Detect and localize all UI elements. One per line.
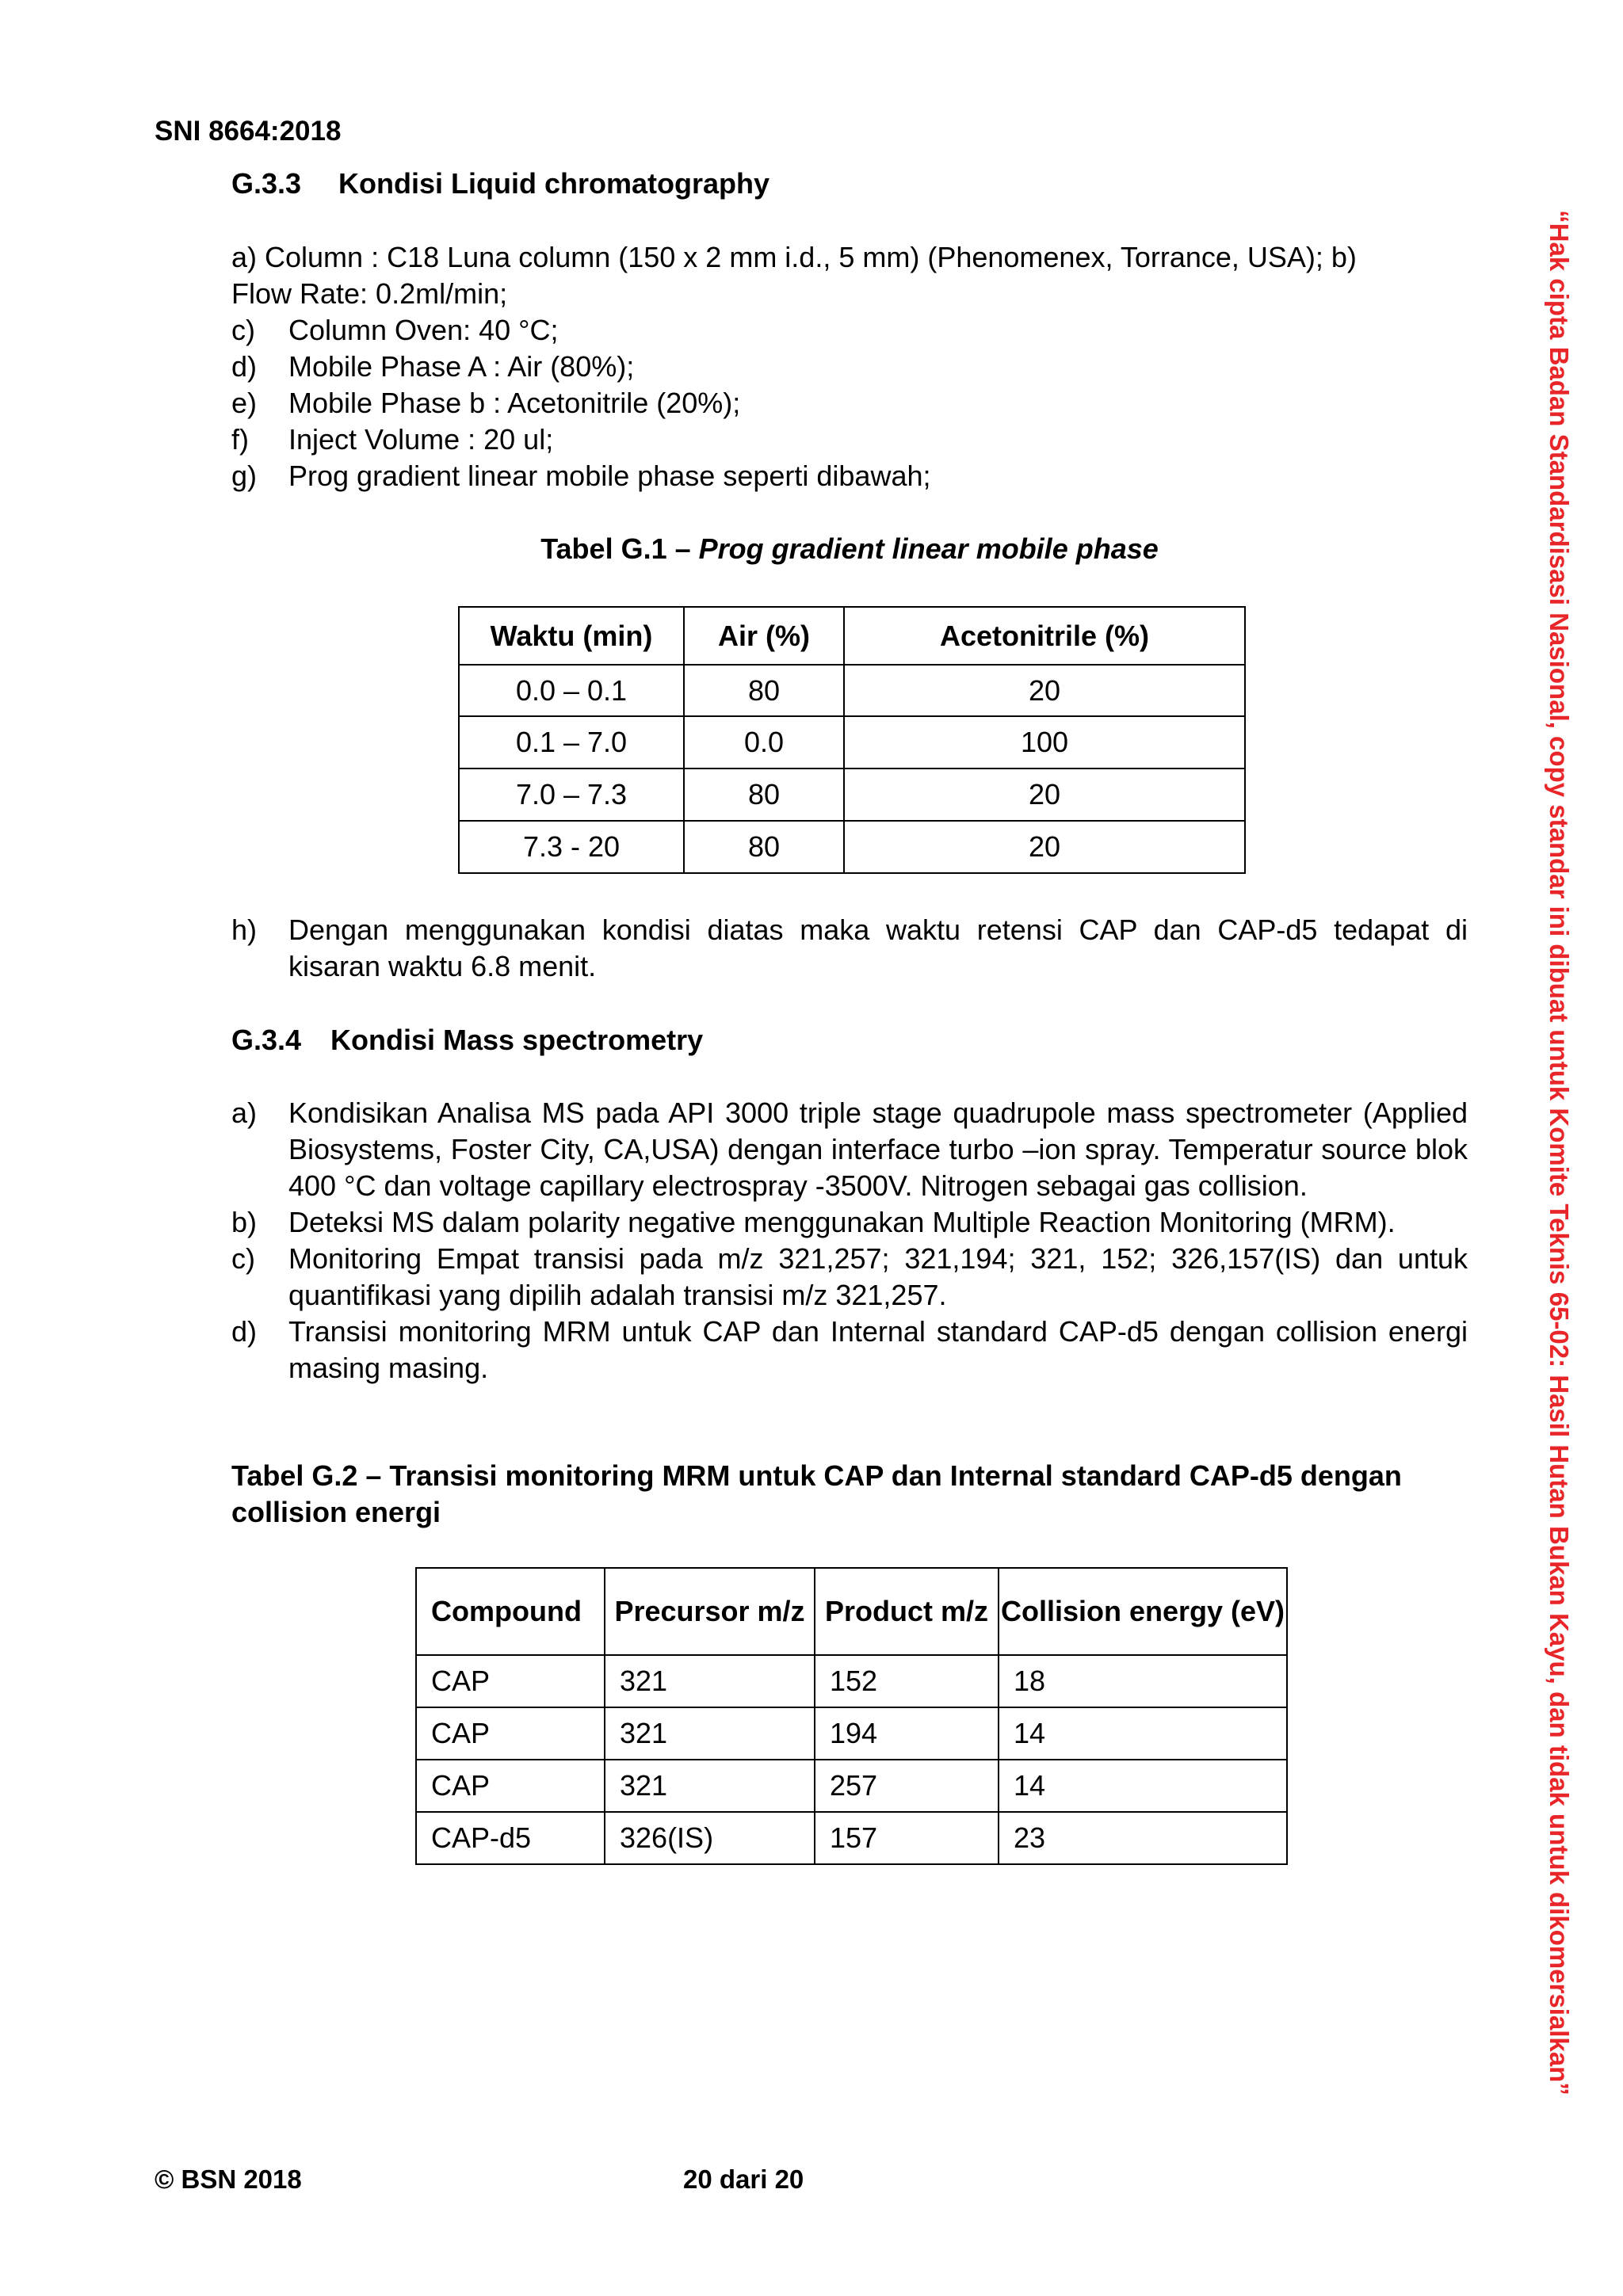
section-number: G.3.3: [231, 167, 302, 200]
footer-copyright: © BSN 2018: [155, 2164, 302, 2194]
section-title: Kondisi Liquid chromatography: [338, 167, 770, 200]
section-g33-list: [231, 312, 1468, 494]
list-item: g) Prog gradient linear mobile phase seperti dibawah;: [231, 460, 931, 492]
table-row: 0.0 – 0.1 80 20: [459, 665, 1245, 716]
list-item: a) Kondisikan Analisa MS pada API 3000 triple stage quadrupole mass spectrometer (Applied Biosystems, Foster City, CA,USA) dengan interface turbo –ion spray. Temperatur source blok 400 °C dan voltage capillary electrospray -3500V. Nitrogen sebagai gas collision.: [231, 1097, 1468, 1202]
item-h: [231, 912, 1468, 985]
table-row: CAP 321 152 18: [416, 1655, 1287, 1707]
section-title: Kondisi Mass spectrometry: [330, 1024, 704, 1056]
table-row: 7.3 - 20 80 20: [459, 821, 1245, 873]
intro-line-1: a) Column : C18 Luna column (150 x 2 mm i.d., 5 mm) (Phenomenex, Torrance, USA); b): [231, 241, 1357, 273]
list-item: c) Column Oven: 40 °C;: [231, 314, 559, 346]
table1-caption: Tabel G.1 – Prog gradient linear mobile phase: [540, 532, 1159, 565]
section-g34-list: [231, 1095, 1468, 1386]
document-id: SNI 8664:2018: [155, 116, 342, 147]
list-item: f) Inject Volume : 20 ul;: [231, 423, 554, 456]
list-item: b) Deteksi MS dalam polarity negative menggunakan Multiple Reaction Monitoring (MRM).: [231, 1206, 1396, 1238]
table-row: 7.0 – 7.3 80 20: [459, 769, 1245, 821]
list-item: d) Mobile Phase A : Air (80%);: [231, 350, 635, 383]
table-header: Precursor m/z: [605, 1568, 815, 1655]
list-item: h) Dengan menggunakan kondisi diatas maka waktu retensi CAP dan CAP-d5 tedapat di kisaran waktu 6.8 menit.: [231, 913, 1468, 982]
table-header: Compound: [416, 1568, 605, 1655]
mrm-table: [415, 1567, 1288, 1865]
gradient-table: [458, 606, 1246, 874]
intro-line-2: Flow Rate: 0.2ml/min;: [231, 277, 508, 310]
footer-page-number: 20 dari 20: [683, 2164, 804, 2194]
table2-caption: Tabel G.2 – Transisi monitoring MRM untuk CAP dan Internal standard CAP-d5 dengan collision energi: [231, 1459, 1402, 1528]
copyright-watermark: “Hak cipta Badan Standardisasi Nasional, copy standar ini dibuat untuk Komite Teknis 65-02: Hasil Hutan Bukan Kayu, dan tidak untuk dikomersialkan”: [1545, 210, 1574, 2096]
table-header: Collision energy (eV): [999, 1568, 1287, 1655]
table-header: Waktu (min): [459, 607, 684, 665]
table-header: Air (%): [684, 607, 844, 665]
table-row: 0.1 – 7.0 0.0 100: [459, 716, 1245, 769]
section-heading-g34: [231, 1024, 703, 1057]
section-heading-g33: [231, 167, 769, 200]
table-row: CAP 321 194 14: [416, 1707, 1287, 1760]
section-number: G.3.4: [231, 1024, 302, 1056]
list-item: d) Transisi monitoring MRM untuk CAP dan Internal standard CAP-d5 dengan collision energi masing masing.: [231, 1315, 1468, 1384]
table-row: CAP-d5 326(IS) 157 23: [416, 1812, 1287, 1864]
table-header: Acetonitrile (%): [844, 607, 1245, 665]
table-row: CAP 321 257 14: [416, 1760, 1287, 1812]
section-g33-intro: [231, 239, 1468, 312]
table-header: Product m/z: [815, 1568, 999, 1655]
list-item: e) Mobile Phase b : Acetonitrile (20%);: [231, 387, 741, 419]
list-item: c) Monitoring Empat transisi pada m/z 321,257; 321,194; 321, 152; 326,157(IS) dan untuk quantifikasi yang dipilih adalah transisi m/z 321,257.: [231, 1242, 1468, 1311]
